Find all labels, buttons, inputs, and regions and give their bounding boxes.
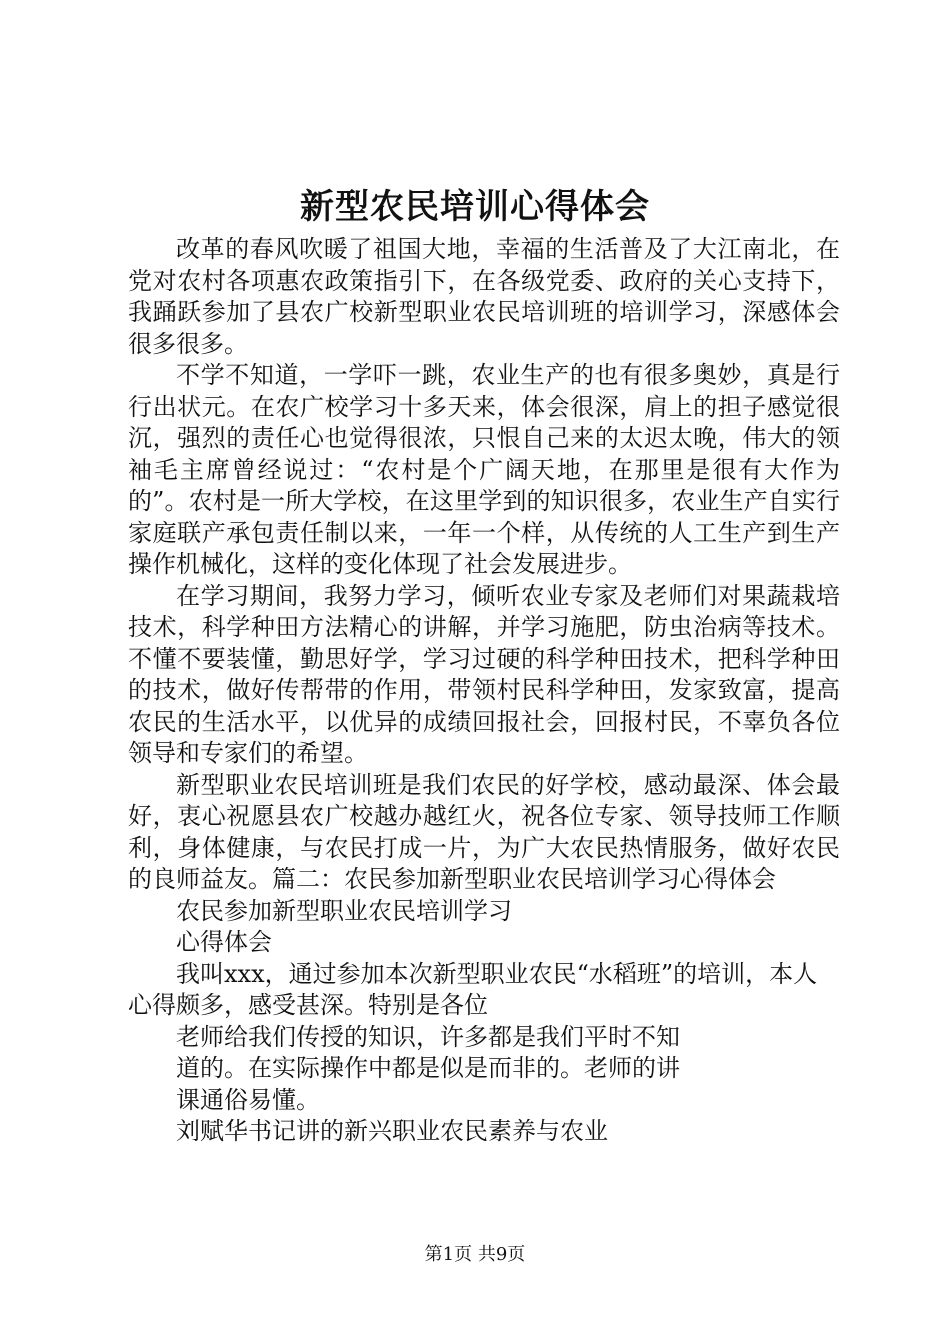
document-body bbox=[128, 234, 840, 1148]
document-title: 新型农民培训心得体会 bbox=[300, 187, 650, 227]
page-number: 第1页 共9页 bbox=[424, 1244, 526, 1265]
paragraph-3: 在学习期间，我努力学习，倾听农业专家及老师们对果蔬栽培技术，科学种田方法精心的讲解，并学习施肥，防虫治病等技术。不懂不要装懂，勤思好学，学习过硬的科学种田技术，把科学种田的技术，做好传帮带的作用，带领村民科学种田，发家致富，提高农民的生活水平，以优异的成绩回报社会，回报村民，不辜负各位领导和专家们的希望。 bbox=[128, 581, 840, 767]
text-line: 课通俗易懂。 bbox=[176, 1085, 320, 1114]
text-line: 道的。在实际操作中都是似是而非的。老师的讲 bbox=[176, 1054, 680, 1082]
paragraph-5: 我叫xxx，通过参加本次新型职业农民“水稻班”的培训，本人心得颇多，感受甚深。特别是各位 bbox=[128, 959, 818, 1019]
paragraph-4: 新型职业农民培训班是我们农民的好学校，感动最深、体会最好，衷心祝愿县农广校越办越红火，祝各位专家、领导技师工作顺利，身体健康，与农民打成一片，为广大农民热情服务，做好农民的良师益友。篇二：农民参加新型职业农民培训学习心得体会 bbox=[128, 770, 840, 893]
text-line: 心得体会 bbox=[176, 928, 272, 956]
text-line: 刘赋华书记讲的新兴职业农民素养与农业 bbox=[176, 1117, 608, 1145]
paragraph-1: 改革的春风吹暖了祖国大地，幸福的生活普及了大江南北，在党对农村各项惠农政策指引下，在各级党委、政府的关心支持下，我踊跃参加了县农广校新型职业农民培训班的培训学习，深感体会很多很多。 bbox=[128, 235, 840, 358]
text-line: 农民参加新型职业农民培训学习 bbox=[176, 896, 512, 925]
paragraph-2: 不学不知道，一学吓一跳，农业生产的也有很多奥妙，真是行行出状元。在农广校学习十多天来，体会很深，肩上的担子感觉很沉，强烈的责任心也觉得很浓，只恨自己来的太迟太晚，伟大的领袖毛主席曾经说过：“农村是个广阔天地，在那里是很有大作为的”。农村是一所大学校，在这里学到的知识很多，农业生产自实行家庭联产承包责任制以来，一年一个样，从传统的人工生产到生产操作机械化，这样的变化体现了社会发展进步。 bbox=[128, 361, 840, 578]
text-line: 老师给我们传授的知识，许多都是我们平时不知 bbox=[176, 1022, 680, 1051]
